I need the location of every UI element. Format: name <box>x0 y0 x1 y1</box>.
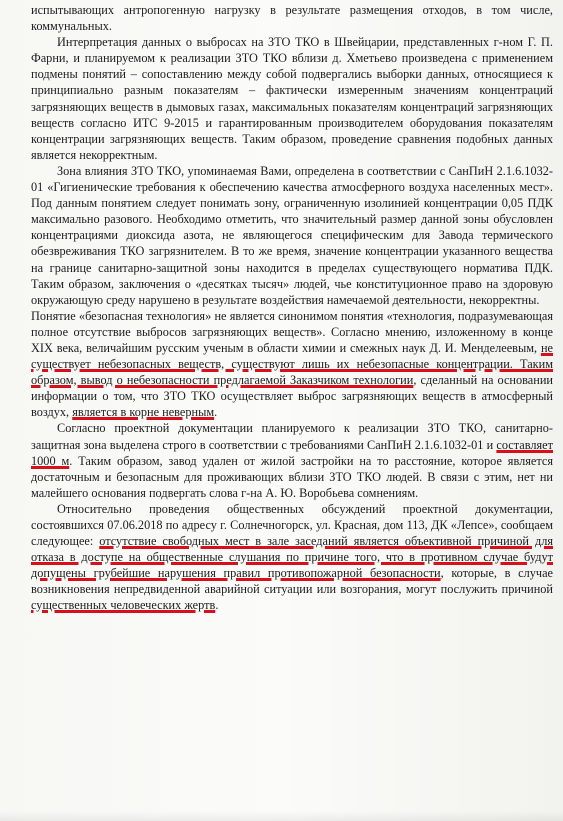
highlighted-phrase: является в корне неверным <box>72 405 215 420</box>
letter-body-text <box>31 2 553 614</box>
highlighted-phrase: составляет 1000 м <box>31 437 553 468</box>
paragraph-1 <box>31 34 553 163</box>
text-segment: Согласно проектной документации планируемого к реализации ЗТО ТКО, санитарно-защитная зона выделена строго в соответствии с требованиями СанПиН 2.1.6.1032-01 и <box>31 421 553 452</box>
text-segment: , которые, в случае возникновения непредвиденной аварийной ситуации или возгорания, могут послужить причиной <box>31 566 553 597</box>
highlighted-phrase: отсутствие свободных мест в зале заседаний является объективной причиной для отказа в доступе на общественные слушания по причине того, что в противном случае будут допущены грубейшие нарушения правил противопожарной безопасности <box>31 534 554 581</box>
text-segment: , сделанный на основании информации о том, что ЗТО ТКО осуществляет выброс загрязняющих веществ в атмосферный воздух, <box>31 373 553 420</box>
text-segment: Понятие «безопасная технология» не является синонимом понятия «технология, подразумевающая полное отсутствие выбросов загрязняющих веществ». Согласно мнению, изложенному в конце XIX века, величайшим русским ученым в области химии и смежных наук Д. И. Менделеевым, <box>31 308 553 355</box>
paragraph-2 <box>31 163 553 308</box>
paragraph-4 <box>31 420 553 500</box>
text-segment: . <box>215 598 219 613</box>
highlighted-phrase: существенных человеческих жертв <box>31 598 216 613</box>
paragraph-0 <box>31 2 553 34</box>
text-segment: испытывающих антропогенную нагрузку в результате размещения отходов, в том числе, коммунальных. <box>31 3 553 34</box>
highlighted-phrase: не существует небезопасных веществ, существуют лишь их небезопасные концентрации. Таким образом, вывод о небезопасности предлагаемой Заказчиком технологии <box>31 340 553 388</box>
text-segment: Относительно проведения общественных обсуждений проектной документации, состоявшихся 07.06.2018 по адресу г. Солнечногорск, ул. Красная, дом 113, ДК «Лепсе», сообщаем следующее: <box>31 501 553 549</box>
text-segment: . Таким образом, завод удален от жилой застройки на то расстояние, которое является достаточным и безопасным для проживающих вблизи ЗТО ТКО людей. В связи с этим, нет ни малейшего основания подвергать слова г-на А. Ю. Воробьева сомнениям. <box>31 453 553 500</box>
paragraph-3 <box>31 308 553 421</box>
text-segment: Интерпретация данных о выбросах на ЗТО ТКО в Швейцарии, представленных г-ном Г. П. Фарни, и планируемом к реализации ЗТО ТКО вблизи д. Хметьево произведена с применением подмены понятий – сопоставлению между собой подвергались выборки данных, относящиеся к принципиально разным показателям – фактически измеренным значениям концентраций загрязняющих веществ в дымовых газах, максимальных показателям концентраций загрязняющих веществ согласно ИТС 9-2015 и гарантированным производителем оборудования показателям концентрации загрязняющих веществ. Таким образом, проведение сравнения подобных данных является некорректным. <box>31 35 553 162</box>
page-bottom-edge <box>0 811 563 821</box>
text-segment: . <box>214 405 218 420</box>
text-segment: Зона влияния ЗТО ТКО, упоминаемая Вами, определена в соответствии с СанПиН 2.1.6.1032-01 «Гигиенические требования к обеспечению качества атмосферного воздуха населенных мест». Под данным понятием следует понимать зону, ограниченную изолинией концентрации 0,05 ПДК максимально разового. Необходимо отметить, что значительный размер данной зоны обусловлен концентрациями диоксида азота, не являющегося специфическим для Завода термического обезвреживания ТКО загрязнителем. В то же время, значение концентрации указанного вещества на границе санитарно-защитной зоны находится в пределах существующего норматива ПДК. Таким образом, заключения о «десятках тысяч» людей, чье конституционное право на здоровую окружающую среду нарушено в результате воздействия намечаемой деятельности, некорректны. <box>31 163 553 307</box>
paragraph-5 <box>31 501 553 614</box>
